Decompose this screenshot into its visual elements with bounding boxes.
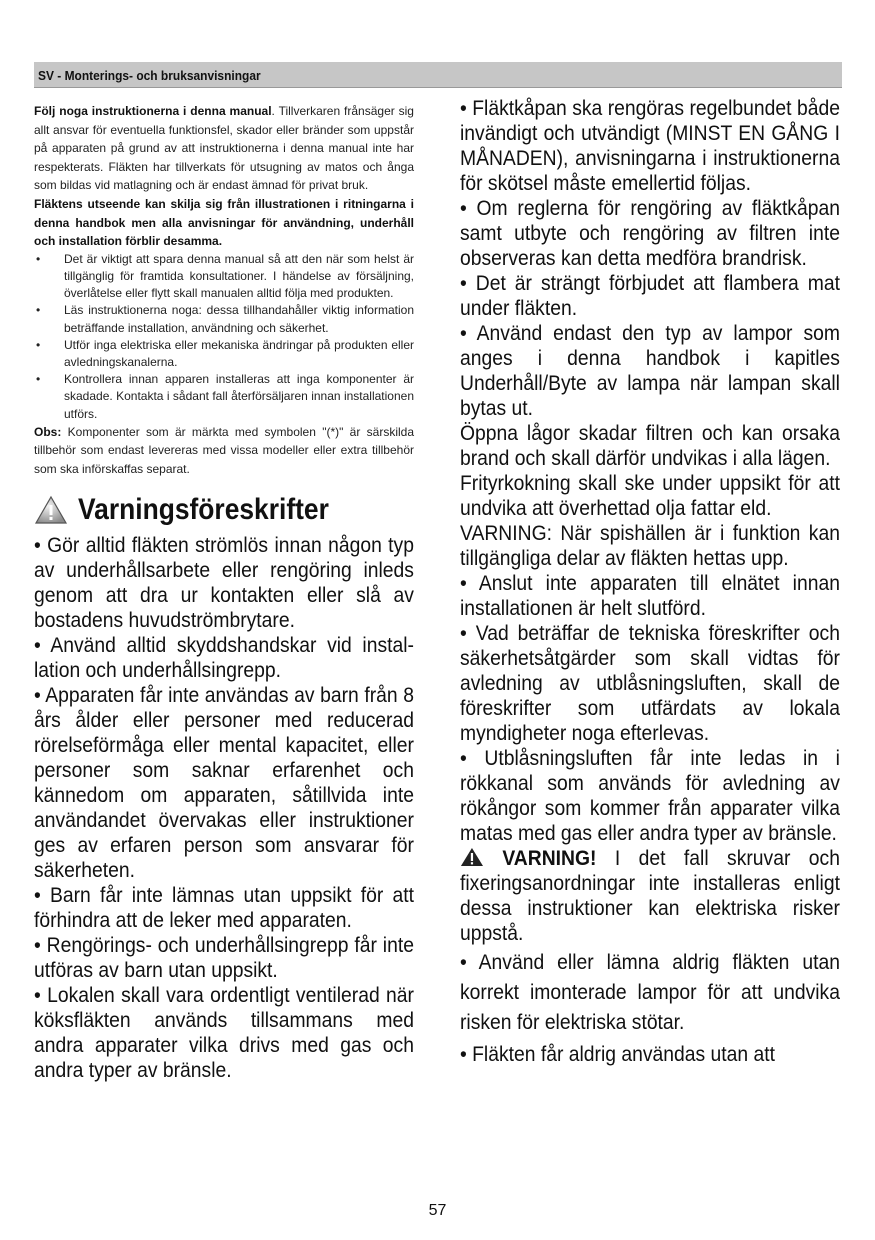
list-item: • Det är viktigt att spara denna manual så att den när som helst är tillgänglig för framtida konsultationer. I händelse av försäljning, överlåtelse eller flytt skall manualen alltid följa med produkten. [36, 251, 414, 301]
intro-paragraph [34, 102, 414, 195]
warning-paragraph: • Använd eller lämna aldrig fläkten utan korrekt imonterade lampor för att undvika risken för elektriska stötar. [460, 951, 840, 1034]
varning-text: I det fall skruvar och fixeringsanordningar inte installeras enligt dessa instruktioner kan elektriska risker uppstå. [460, 847, 840, 945]
warning-paragraph: • Rengörings- och underhållsingrepp får inte utföras av barn utan uppsikt. [34, 933, 414, 982]
section-header-bar [34, 62, 842, 88]
warnings-title: Varningsföreskrifter [78, 492, 329, 526]
warning-paragraph: • Det är strängt förbjudet att flambera mat under fläkten. [460, 272, 840, 320]
obs-label: Obs: [34, 424, 62, 439]
intro-bold-text: Fläktens utseende kan skilja sig från illustrationen i ritningarna i denna handbok men alla anvisningar för användning, underhåll och installation förblir desamma. [34, 196, 414, 249]
warning-paragraph: • Fläktkåpan ska rengöras regelbundet både invändigt och utvändigt (MINST EN GÅNG I MÅNADEN), anvisningarna i instruktionerna för skötsel måste emellertid följas. [460, 97, 840, 195]
right-column [460, 96, 840, 1067]
intro-bold-lead: Följ noga instruktionerna i denna manual [34, 104, 272, 118]
intro-bold-paragraph [34, 195, 414, 251]
obs-text: Komponenter som är märkta med symbolen "(*)" är särskilda tillbehör som endast levereras med vissa modeller eller extra tillbehör som ska införskaffas separat. [34, 424, 414, 476]
section-header-title: SV - Monterings- och bruksanvisningar [38, 68, 261, 83]
warning-paragraph: • Utblåsningsluften får inte ledas in i rökkanal som används för avledning av rökångor som kommer från apparater vilka matas med gas eller andra typer av bränsle. [460, 747, 840, 845]
page-number: 57 [428, 1202, 447, 1219]
intro-text: . Tillverkaren frånsäger sig allt ansvar för eventuella funktionsfel, skador eller bränder som uppstår på apparaten på grund av att instruktionerna i denna manual inte har respekterats. Fläkten har tillverkats för utsugning av matos och ånga som bildas vid matlagning och är endast ämnad för privat bruk. [34, 104, 414, 193]
warning-paragraph: • Apparaten får inte användas av barn från 8 års ålder eller personer med reducerad rörelseförmåga eller mental kapacitet, eller personer som saknar erfarenhet och kännedom om apparaten, såtillvida inte användandet övervakas eller instruktioner ges av erfaren person som ansvarar för säkerheten. [34, 683, 414, 882]
varning-paragraph [460, 846, 840, 946]
left-column [34, 102, 414, 1083]
warning-paragraph: • Anslut inte apparaten till elnätet innan installationen är helt slutförd. [460, 572, 840, 620]
warnings-left-text [34, 533, 414, 1083]
warning-paragraph: • Om reglerna för rengöring av fläktkåpan samt utbyte och rengöring av filtren inte observeras kan detta medföra brandrisk. [460, 197, 840, 270]
warning-paragraph: • Vad beträffar de tekniska föreskrifter och säkerhetsåtgärder som skall vidtas för avledning av utblåsningsluften, skall de föreskrifter som utfärdats av lokala myndigheter noga efterlevas. [460, 622, 840, 745]
warning-paragraph: • Fläkten får aldrig användas utan att [460, 1043, 775, 1066]
warning-paragraph: Öppna lågor skadar filtren och kan orsaka brand och skall därför undvikas i alla lägen. [460, 422, 840, 470]
warning-paragraph: • Använd alltid skyddshandskar vid instal-lation och underhållsingrepp. [34, 633, 414, 682]
warning-paragraph: • Använd endast den typ av lampor som anges i denna handbok i kapitles Underhåll/Byte av lampa när lampan skall bytas ut. [460, 322, 840, 420]
warning-triangle-icon [460, 847, 484, 867]
list-item: • Utför inga elektriska eller mekaniska ändringar på produkten eller avledningskanalerna. [36, 337, 414, 369]
warning-paragraph: • Gör alltid fläkten strömlös innan någon typ av underhållsarbete eller rengöring inleds genom att dra ur kontakten eller slå av bostadens huvudströmbrytare. [34, 533, 414, 632]
varning-label: VARNING! [502, 847, 597, 870]
warning-paragraph: • Lokalen skall vara ordentligt ventilerad när köksfläkten används tillsammans med andra apparater vilka drivs med gas och andra typer av bränsle. [34, 983, 414, 1082]
warnings-heading [34, 489, 414, 531]
obs-note [34, 423, 414, 479]
list-item: • Läs instruktionerna noga: dessa tillhandahåller viktig information beträffande installation, användning och säkerhet. [36, 303, 414, 335]
intro-bullet-list [34, 251, 414, 423]
warnings-right-text [460, 96, 840, 1067]
warning-paragraph: VARNING: När spishällen är i funktion kan tillgängliga delar av fläkten hettas upp. [460, 522, 840, 570]
list-item: • Kontrollera innan apparen installeras att inga komponenter är skadade. Kontakta i sådant fall återförsäljaren innan installationen utförs. [36, 372, 414, 421]
warning-paragraph: • Barn får inte lämnas utan uppsikt för att förhindra att de leker med apparaten. [34, 883, 414, 932]
warning-paragraph: Frityrkokning skall ske under uppsikt för att undvika att överhettad olja fattar eld. [460, 472, 840, 520]
warning-triangle-icon [34, 495, 68, 525]
